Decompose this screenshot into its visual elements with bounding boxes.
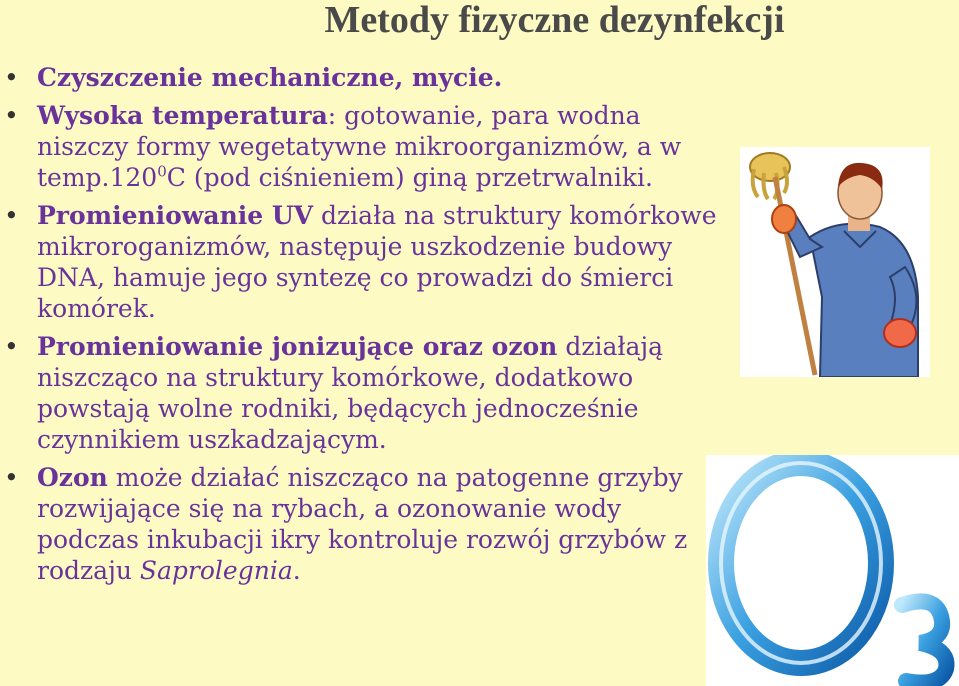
bullet-list [0, 62, 720, 593]
slide-title: Metody fizyczne dezynfekcji [324, 0, 785, 41]
bullet-strong: Ozon [37, 463, 108, 492]
bullet-item-mechanical-cleaning [0, 62, 720, 93]
bullet-text: C (pod ciśnieniem) giną przetrwalniki. [166, 163, 653, 192]
bullet-strong: Czyszczenie mechaniczne, mycie. [37, 63, 503, 92]
bullet-text: może działać niszcząco na patogenne grzyby rozwijające się na rybach, a ozonowanie wody podczas inkubacji ikry kontroluje rozwój grzybów z rodzaju [37, 463, 688, 585]
bullet-italic: Saprolegnia [139, 556, 293, 585]
bullet-strong: Promieniowanie UV [37, 201, 314, 230]
ozone-o3-illustration [706, 455, 959, 686]
degree-superscript: 0 [157, 162, 167, 181]
cleaner-illustration [740, 147, 930, 377]
bullet-strong: Promieniowanie jonizujące oraz ozon [37, 332, 558, 361]
bullet-item-ozone [0, 462, 720, 586]
bullet-text: działa na struktury komórkowe mikroroganizmów, następuje uszkodzenie budowy DNA, hamuje jego syntezę co prowadzi do śmierci komórek. [37, 201, 717, 323]
bullet-item-ionizing-radiation [0, 331, 720, 455]
bullet-item-uv-radiation [0, 200, 720, 324]
bullet-strong: Wysoka temperatura [37, 101, 328, 130]
bullet-text: : gotowanie, para wodna niszczy formy wegetatywne mikroorganizmów, a w temp.120 [37, 101, 682, 192]
bullet-item-high-temperature [0, 100, 720, 193]
bullet-text: działają niszcząco na struktury komórkowe, dodatkowo powstają wolne rodniki, będących jednocześnie czynnikiem uszkadzającym. [37, 332, 664, 454]
bullet-end: . [292, 556, 301, 585]
